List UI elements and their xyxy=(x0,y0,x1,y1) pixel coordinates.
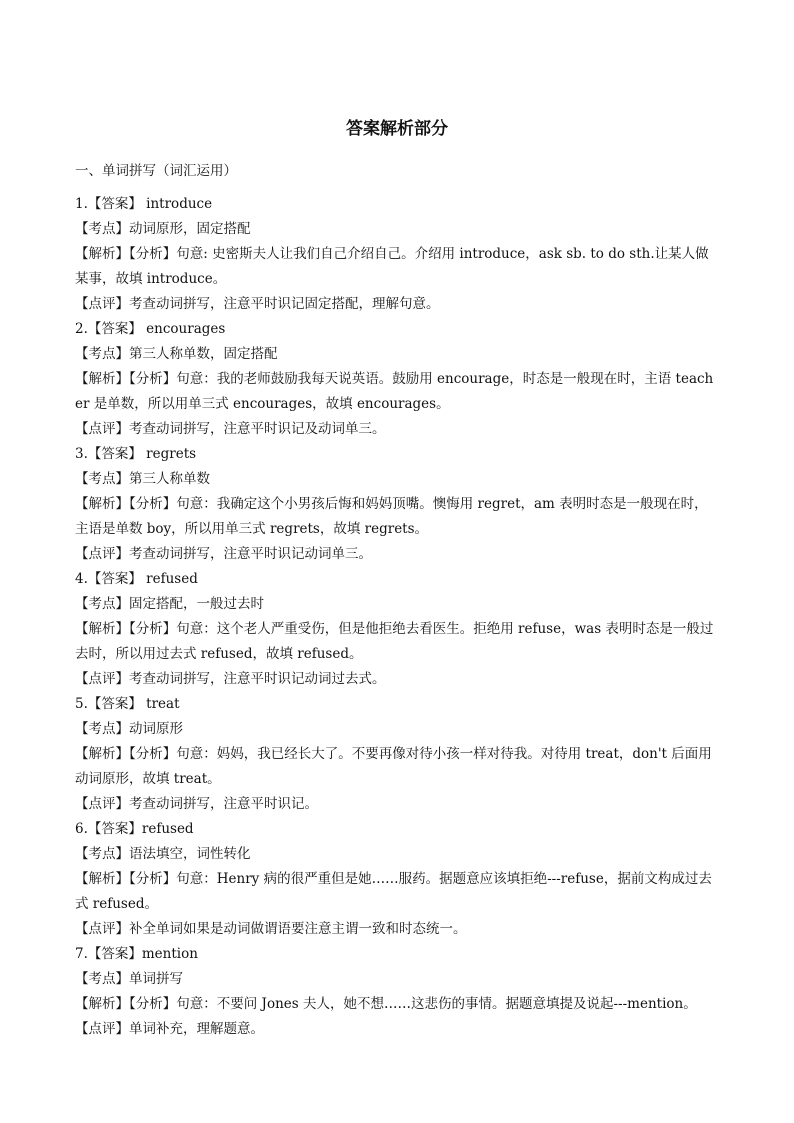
answer-line: 5.【答案】 treat xyxy=(75,696,180,712)
answer-item-4 xyxy=(75,567,719,692)
answer-item-5 xyxy=(75,692,719,817)
section-heading: 一、单词拼写（词汇运用） xyxy=(75,163,237,179)
analysis-line: 【解析】【分析】句意：这个老人严重受伤，但是他拒绝去看医生。拒绝用 refuse，was 表明时态是一般过去时，所以用过去式 refused，故填 refused。 xyxy=(75,621,714,662)
answer-item-6 xyxy=(75,817,719,942)
comment-line: 【点评】考查动词拼写，注意平时识记动词单三。 xyxy=(75,546,372,562)
analysis-line: 【解析】【分析】句意：不要问 Jones 夫人，她不想……这悲伤的事情。据题意填提及说起---mention。 xyxy=(75,996,697,1012)
answer-item-2 xyxy=(75,317,719,442)
point-line: 【考点】第三人称单数，固定搭配 xyxy=(75,346,278,362)
analysis-line: 【解析】【分析】句意：我的老师鼓励我每天说英语。鼓励用 encourage，时态是一般现在时，主语 teacher 是单数，所以用单三式 encourages，故填 encourages。 xyxy=(75,371,714,412)
answer-line: 7.【答案】mention xyxy=(75,946,198,962)
answer-item-3 xyxy=(75,442,719,567)
analysis-line: 【解析】【分析】句意：Henry 病的很严重但是她……服药。据题意应该填拒绝---refuse，据前文构成过去式 refused。 xyxy=(75,871,712,912)
point-line: 【考点】语法填空，词性转化 xyxy=(75,846,251,862)
comment-line: 【点评】考查动词拼写，注意平时识记动词过去式。 xyxy=(75,671,386,687)
comment-line: 【点评】考查动词拼写，注意平时识记固定搭配，理解句意。 xyxy=(75,296,440,312)
answer-line: 3.【答案】 regrets xyxy=(75,446,197,462)
answer-line: 6.【答案】refused xyxy=(75,821,194,837)
comment-line: 【点评】考查动词拼写，注意平时识记。 xyxy=(75,796,318,812)
point-line: 【考点】动词原形，固定搭配 xyxy=(75,221,251,237)
point-line: 【考点】固定搭配，一般过去时 xyxy=(75,596,264,612)
answer-line: 1.【答案】 introduce xyxy=(75,196,213,212)
point-line: 【考点】第三人称单数 xyxy=(75,471,210,487)
analysis-line: 【解析】【分析】句意：我确定这个小男孩后悔和妈妈顶嘴。懊悔用 regret，am 表明时态是一般现在时，主语是单数 boy，所以用单三式 regrets，故填 regrets。 xyxy=(75,496,708,537)
answer-item-7 xyxy=(75,942,719,1042)
comment-line: 【点评】补全单词如果是动词做谓语要注意主谓一致和时态统一。 xyxy=(75,921,467,937)
analysis-line: 【解析】【分析】句意：妈妈，我已经长大了。不要再像对待小孩一样对待我。对待用 treat，don't 后面用动词原形，故填 treat。 xyxy=(75,746,712,787)
answer-line: 4.【答案】 refused xyxy=(75,571,198,587)
point-line: 【考点】动词原形 xyxy=(75,721,183,737)
answer-item-1 xyxy=(75,192,719,317)
page-title: 答案解析部分 xyxy=(346,119,448,139)
comment-line: 【点评】考查动词拼写，注意平时识记及动词单三。 xyxy=(75,421,386,437)
point-line: 【考点】单词拼写 xyxy=(75,971,183,987)
comment-line: 【点评】单词补充，理解题意。 xyxy=(75,1021,264,1037)
answer-line: 2.【答案】 encourages xyxy=(75,321,226,337)
analysis-line: 【解析】【分析】句意: 史密斯夫人让我们自己介绍自己。介绍用 introduce，ask sb. to do sth.让某人做某事，故填 introduce。 xyxy=(75,246,709,287)
